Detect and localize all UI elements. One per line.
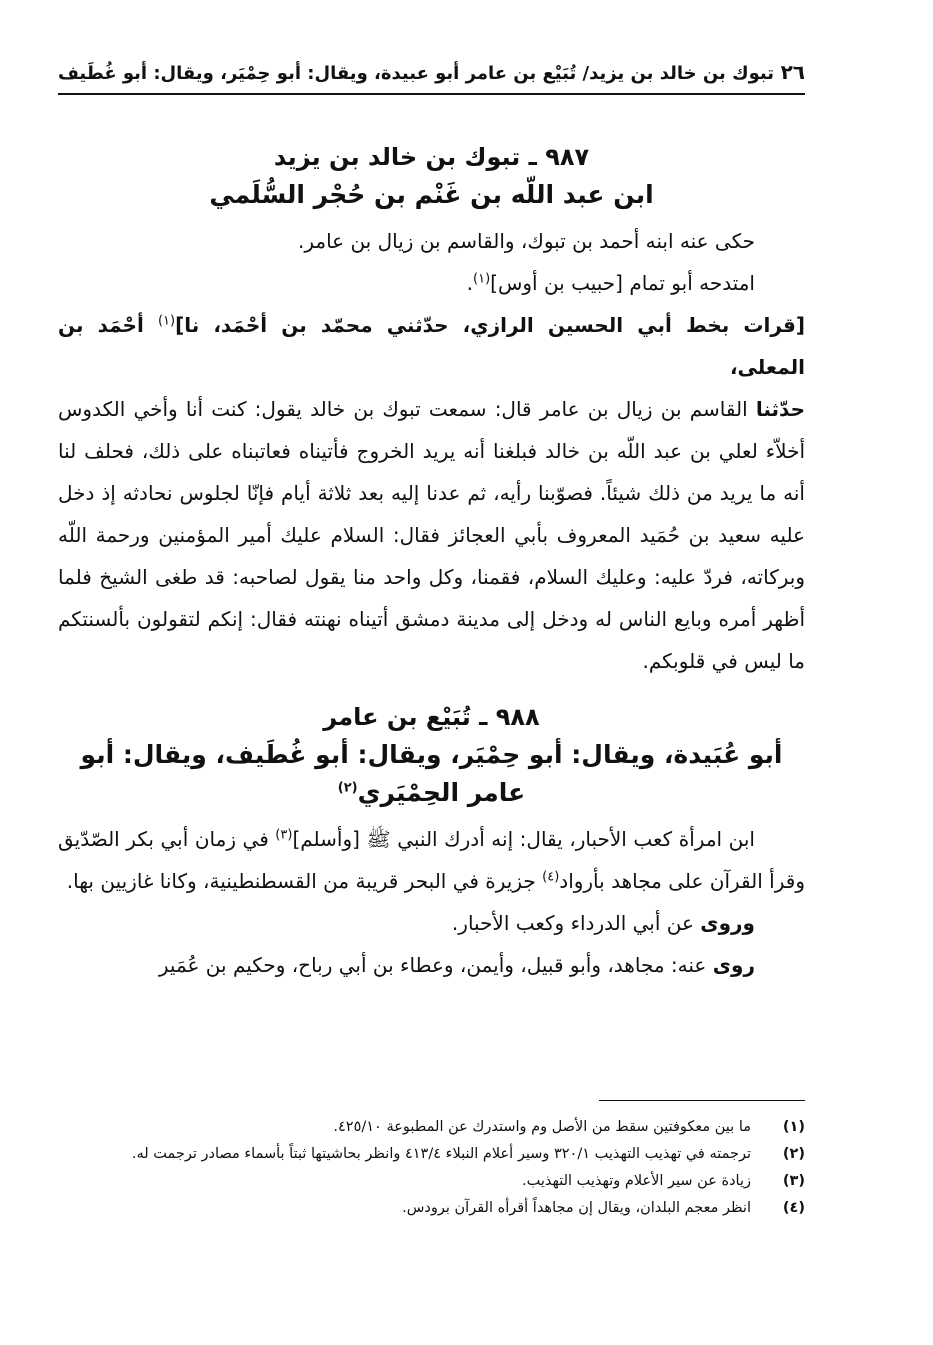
page-content — [58, 138, 805, 986]
footnote-mark: (٣) — [275, 827, 293, 843]
isnad-end: أحْمَد بن المعلى، — [58, 313, 805, 379]
narrated-from-lead: وروى — [700, 911, 755, 935]
footnote-item — [58, 1195, 805, 1222]
narration-text: القاسم بن زيال بن عامر قال: سمعت تبوك بن خالد يقول: كنت أنا وأخي الكدوس أخلاّء لعلي بن عبد اللّه بن خالد فبلغنا أنه يريد الخروج فأتيناه فعاتبناه على ذلك، فحلف لنا أنه ما يريد من ذلك شيئاً. فصوّبنا رأيه، ثم عدنا إليه بعد ثلاثة أيام فإنّا لجلوس نحادثه إذ دخل عليه سعيد بن حُمَيد المعروف بأبي العجائز فقال: السلام عليك أمير المؤمنين ورحمة اللّه وبركاته، فردّ عليه: وعليك السلام، فقمنا، وكل واحد منا يقول لصاحبه: قد طغى الشيخ فلما أظهر أمره وبايع الناس له ودخل إلى مدينة دمشق أتيناه نهنته فقال: إنكم لتقولون بألسنتكم ما ليس في قلوبكم. — [58, 397, 805, 673]
footnote-item — [58, 1114, 805, 1141]
page-number: ٢٦ — [780, 60, 805, 84]
footnote-number: (١) — [782, 1119, 805, 1135]
footnote-text: ما بين معكوفتين سقط من الأصل وم واستدرك عن المطبوعة ٤٢٥/١٠. — [333, 1119, 751, 1135]
narrators-lead: روى — [712, 953, 755, 977]
footnote-mark: (٤) — [542, 869, 560, 885]
narrators-text: عنه: مجاهد، وأبو قبيل، وأيمن، وعطاء بن أبي رباح، وحكيم بن عُمَير — [158, 953, 713, 977]
footnotes — [58, 1114, 805, 1222]
footnote-text: زيادة عن سير الأعلام وتهذيب التهذيب. — [522, 1173, 751, 1189]
entry-987-isnad — [58, 304, 805, 388]
entry-987-narrators: حكى عنه ابنه أحمد بن تبوك، والقاسم بن زيال بن عامر. — [297, 229, 755, 253]
footnote-mark: (٢) — [337, 780, 358, 796]
praise-text: امتدحه أبو تمام [حبيب بن أوس] — [490, 271, 755, 295]
entry-988-subheading — [58, 736, 805, 812]
entry-988-heading: ٩٨٨ ـ تُبَيْع بن عامر — [323, 703, 540, 731]
narrated-from-text: عن أبي الدرداء وكعب الأحبار. — [451, 911, 701, 935]
footnote-item — [58, 1141, 805, 1168]
entry-988-narrated-from — [58, 902, 805, 944]
entry-987-heading: ٩٨٧ ـ تبوك بن خالد بن يزيد — [273, 143, 590, 171]
footnote-divider — [599, 1100, 805, 1101]
footnote-text: ترجمته في تهذيب التهذيب ٣٢٠/١ وسير أعلام النبلاء ٤١٣/٤ وانظر بحاشيتها ثبتاً بأسماء مصادر ترجمت له. — [131, 1146, 751, 1162]
footnote-number: (٢) — [782, 1146, 805, 1162]
bio-text-b: في زمان أبي بكر الصّدّيق وقرأ القرآن على مجاهد بأرواد — [58, 827, 805, 893]
footnote-text: انظر معجم البلدان، ويقال إن مجاهداً أقرأه القرآن برودس. — [402, 1200, 751, 1216]
narration-lead: حدّثنا — [755, 397, 805, 421]
bio-text-c: جزيرة في البحر قريبة من القسطنطينية، وكانا غازيين بها. — [66, 869, 543, 893]
footnote-number: (٤) — [782, 1200, 805, 1216]
entry-987-subheading: ابن عبد اللّه بن غَنْم بن حُجْر السُّلَمي — [209, 180, 654, 209]
bio-text-a: ابن امرأة كعب الأحبار، يقال: إنه أدرك النبي ﷺ [وأسلم] — [292, 827, 755, 851]
praise-end: . — [466, 271, 474, 295]
footnote-mark: (١) — [157, 313, 176, 329]
entry-988-narrators — [58, 944, 805, 986]
entry-987-narration — [58, 388, 805, 682]
entry-988-bio — [58, 818, 805, 902]
isnad-text: [قرات بخط أبي الحسين الرازي، حدّثني محمّد بن أحْمَد، نا] — [175, 313, 806, 337]
footnote-number: (٣) — [782, 1173, 805, 1189]
footnote-item — [58, 1168, 805, 1195]
subheading-text: أبو عُبَيدة، ويقال: أبو حِمْيَر، ويقال: أبو غُطَيف، ويقال: أبو عامر الحِمْيَري — [80, 740, 783, 807]
entry-987-praise — [58, 262, 805, 304]
running-header — [58, 60, 805, 95]
running-title: تبوك بن خالد بن يزيد/ تُبَيْع بن عامر أبو عبيدة، ويقال: أبو حِمْيَر، ويقال: أبو غُطَيف — [58, 63, 774, 84]
footnote-mark: (١) — [473, 271, 491, 287]
